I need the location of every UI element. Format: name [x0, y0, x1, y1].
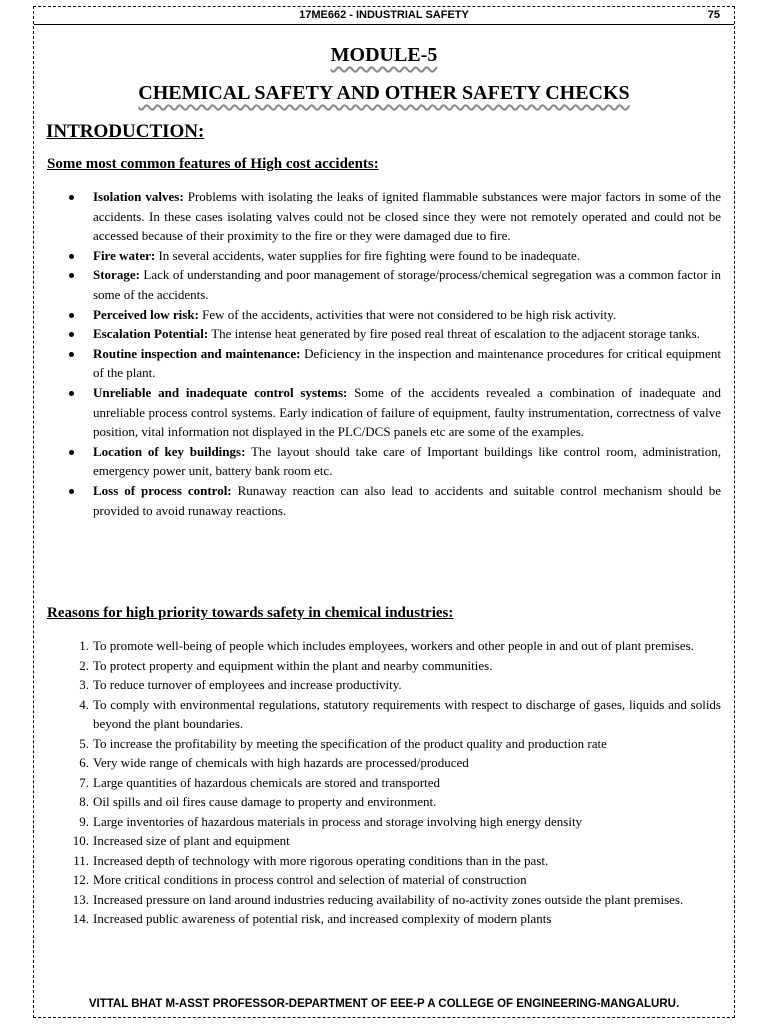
item-number: 10. [72, 833, 89, 848]
item-number: 6. [79, 755, 89, 770]
reason-text: To comply with environmental regulations, statutory requirements with respect to discharge of gases, liquids and solids beyond the plant boundaries. [93, 696, 721, 731]
item-number: 13. [72, 891, 89, 907]
reason-text: More critical conditions in process control and selection of material of construction [93, 872, 527, 887]
page-header [34, 8, 734, 25]
reasons-heading: Reasons for high priority towards safety in chemical industries: [47, 605, 454, 621]
item-number: 11. [73, 852, 89, 868]
list-item [79, 792, 721, 812]
reason-text: Large quantities of hazardous chemicals are stored and transported [93, 774, 441, 790]
list-item [72, 831, 721, 851]
module-title: MODULE-5 [330, 44, 438, 66]
feature-text: Runaway reaction can also lead to accidents and suitable control mechanism should be provided to avoid runaway reactions. [93, 482, 721, 518]
feature-term: Isolation valves: [93, 189, 184, 204]
reason-text: Increased depth of technology with more rigorous operating conditions than in the past. [93, 852, 549, 868]
reason-text: To reduce turnover of employees and increase productivity. [93, 677, 402, 692]
introduction-heading: INTRODUCTION: [46, 121, 205, 142]
features-heading: Some most common features of High cost accidents: [47, 156, 379, 172]
item-number: 8. [79, 794, 89, 809]
item-number: 5. [79, 735, 89, 751]
feature-term: Routine inspection and maintenance: [93, 345, 301, 361]
list-item [73, 851, 721, 871]
list-item [79, 675, 721, 695]
list-item [72, 890, 721, 910]
feature-text: Some of the accidents revealed a combination of inadequate and unreliable process control systems. Early indication of failure of equipment, faulty instrumentation, correctness of valve position, vital information not displayed in the PLC/DCS panels etc are some of the examples. [93, 384, 721, 440]
reason-text: Oil spills and oil fires cause damage to property and environment. [93, 794, 437, 809]
list-item [93, 442, 721, 481]
list-item [93, 246, 721, 266]
item-number: 1. [79, 638, 89, 653]
item-number: 9. [79, 813, 89, 829]
list-item [79, 734, 721, 754]
list-item [93, 187, 721, 246]
feature-text: In several accidents, water supplies for fire fighting were found to be inadequate. [158, 247, 581, 263]
list-item [79, 636, 721, 656]
feature-term: Loss of process control: [93, 482, 232, 498]
feature-text: Deficiency in the inspection and maintenance procedures for critical equipment of the plant. [93, 345, 721, 381]
list-item [93, 324, 721, 344]
page-number: 75 [707, 9, 720, 21]
feature-term: Unreliable and inadequate control systems: [93, 384, 348, 400]
reasons-list [72, 636, 721, 929]
reason-text: To protect property and equipment within the plant and nearby communities. [93, 657, 493, 673]
course-code: 17ME662 - INDUSTRIAL SAFETY [299, 9, 469, 21]
feature-text: Few of the accidents, activities that were not considered to be high risk activity. [202, 306, 617, 322]
list-item [72, 909, 721, 929]
item-number: 12. [72, 872, 89, 887]
chapter-title: CHEMICAL SAFETY AND OTHER SAFETY CHECKS [138, 82, 630, 104]
item-number: 2. [79, 657, 89, 673]
list-item [79, 695, 721, 734]
feature-text: Lack of understanding and poor management of storage/process/chemical segregation was a common factor in some of the accidents. [93, 267, 722, 302]
list-item [72, 870, 721, 890]
reason-text: Increased size of plant and equipment [93, 833, 290, 848]
page-footer: VITTAL BHAT M-ASST PROFESSOR-DEPARTMENT OF EEE-P A COLLEGE OF ENGINEERING-MANGALURU. [88, 998, 680, 1010]
feature-term: Location of key buildings: [93, 443, 246, 459]
reason-text: Very wide range of chemicals with high hazards are processed/produced [93, 755, 469, 770]
reason-text: To promote well-being of people which includes employees, workers and other people in and out of plant premises. [93, 638, 694, 653]
item-number: 3. [79, 677, 89, 692]
list-item [93, 481, 721, 520]
item-number: 4. [79, 696, 89, 712]
list-item [79, 753, 721, 773]
list-item [93, 305, 721, 325]
list-item [93, 265, 721, 304]
reason-text: Increased pressure on land around industries reducing availability of no-activity zones outside the plant premises. [93, 891, 684, 907]
item-number: 14. [72, 911, 89, 926]
reason-text: Increased public awareness of potential risk, and increased complexity of modern plants [93, 911, 552, 926]
feature-text: The intense heat generated by fire posed real threat of escalation to the adjacent storage tanks. [211, 326, 700, 342]
feature-term: Perceived low risk: [93, 306, 199, 322]
feature-term: Storage: [93, 267, 140, 283]
reason-text: Large inventories of hazardous materials in process and storage involving high energy density [93, 813, 583, 829]
list-item [93, 383, 721, 442]
list-item [79, 773, 721, 793]
item-number: 7. [79, 774, 89, 790]
feature-term: Fire water: [93, 247, 156, 263]
feature-text: Problems with isolating the leaks of ignited flammable substances were major factors in some of the accidents. In these cases isolating valves could not be closed since they were not remotely operated and could not be accessed because of their proximity to the fire or they were damaged due to fire. [93, 189, 722, 244]
features-list [93, 187, 721, 520]
feature-term: Escalation Potential: [93, 326, 209, 342]
list-item [93, 344, 721, 383]
reason-text: To increase the profitability by meeting the specification of the product quality and production rate [93, 735, 607, 751]
list-item [79, 656, 721, 676]
feature-text: The layout should take care of Important buildings like control room, administration, emergency power unit, battery bank room etc. [93, 443, 722, 479]
list-item [79, 812, 721, 832]
